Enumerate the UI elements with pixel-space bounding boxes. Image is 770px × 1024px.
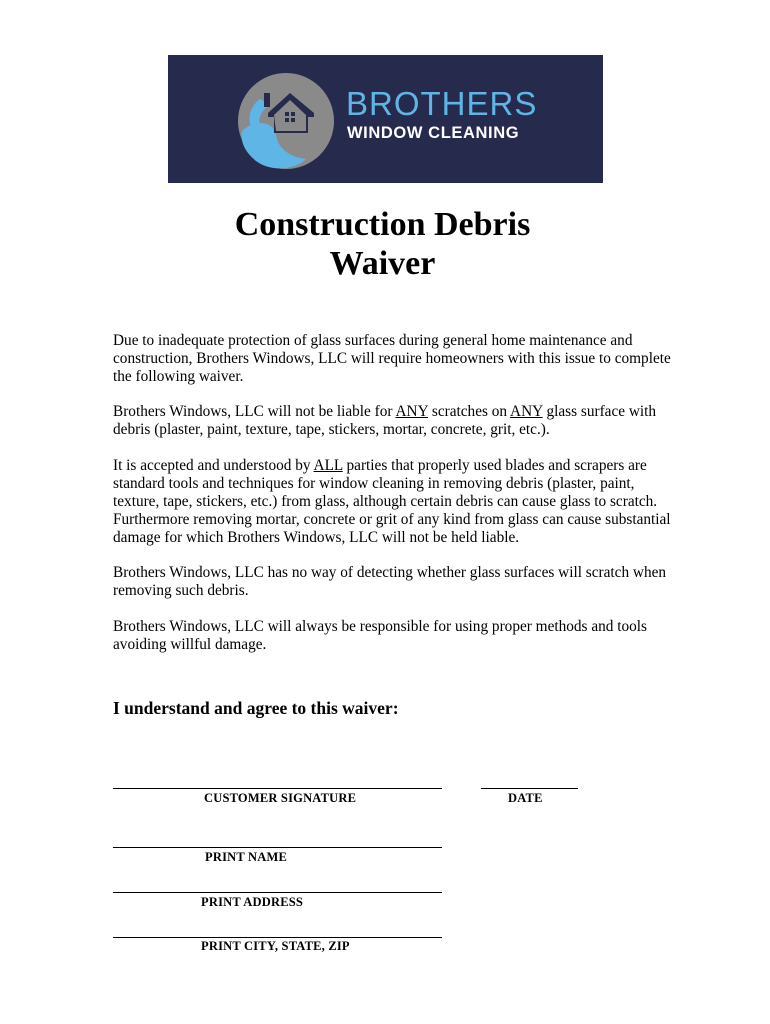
text-run: Brothers Windows, LLC will not be liable for <box>113 403 396 420</box>
emphasis-underline: ANY <box>395 403 429 420</box>
paragraph-detection: Brothers Windows, LLC has no way of detecting whether glass surfaces will scratch when removing such debris. <box>113 564 667 599</box>
logo-brand-name: BROTHERS <box>346 85 538 122</box>
page-title-line-1: Construction Debris <box>234 206 531 243</box>
paragraph-intro: Due to inadequate protection of glass surfaces during general home maintenance and construction, Brothers Windows, LLC will require homeowners with this issue to complete the following waiver. <box>113 332 671 385</box>
print-name-line[interactable] <box>113 847 442 848</box>
print-address-label: PRINT ADDRESS <box>201 895 304 909</box>
page-title <box>130 205 635 283</box>
agreement-heading: I understand and agree to this waiver: <box>113 698 399 718</box>
logo-tagline: WINDOW CLEANING <box>347 124 520 142</box>
text-run: parties that properly used blades and scrapers are standard tools and techniques for window cleaning in removing debris (plaster, paint, texture, tape, stickers, etc.) from glass, although certain debris can cause glass to scratch. Furthermore removing mortar, concrete or grit of any kind from glass can cause substantial damage for which Brothers Windows, LLC will not be held liable. <box>113 457 671 546</box>
customer-signature-line[interactable] <box>113 788 442 789</box>
paragraph-acceptance <box>113 457 673 547</box>
date-line[interactable] <box>481 788 578 789</box>
house-waterdrop-logo-icon <box>234 69 338 173</box>
page-title-line-2: Waiver <box>329 245 436 282</box>
paragraph-responsibility: Brothers Windows, LLC will always be responsible for using proper methods and tools avoiding willful damage. <box>113 618 647 653</box>
text-run: scratches on <box>428 403 511 420</box>
print-name-label: PRINT NAME <box>205 850 287 864</box>
logo-banner <box>168 55 603 183</box>
customer-signature-label: CUSTOMER SIGNATURE <box>204 791 357 805</box>
paragraph-liability <box>113 403 673 439</box>
date-label: DATE <box>508 791 543 805</box>
print-address-line[interactable] <box>113 892 442 893</box>
print-city-state-zip-line[interactable] <box>113 937 442 938</box>
emphasis-underline: ANY <box>510 403 543 420</box>
text-run: It is accepted and understood by <box>113 457 314 474</box>
print-city-state-zip-label: PRINT CITY, STATE, ZIP <box>201 939 350 953</box>
emphasis-underline: ALL <box>313 457 343 474</box>
text-run: glass surface with debris (plaster, paint, texture, tape, stickers, mortar, concrete, grit, etc.). <box>113 403 657 438</box>
